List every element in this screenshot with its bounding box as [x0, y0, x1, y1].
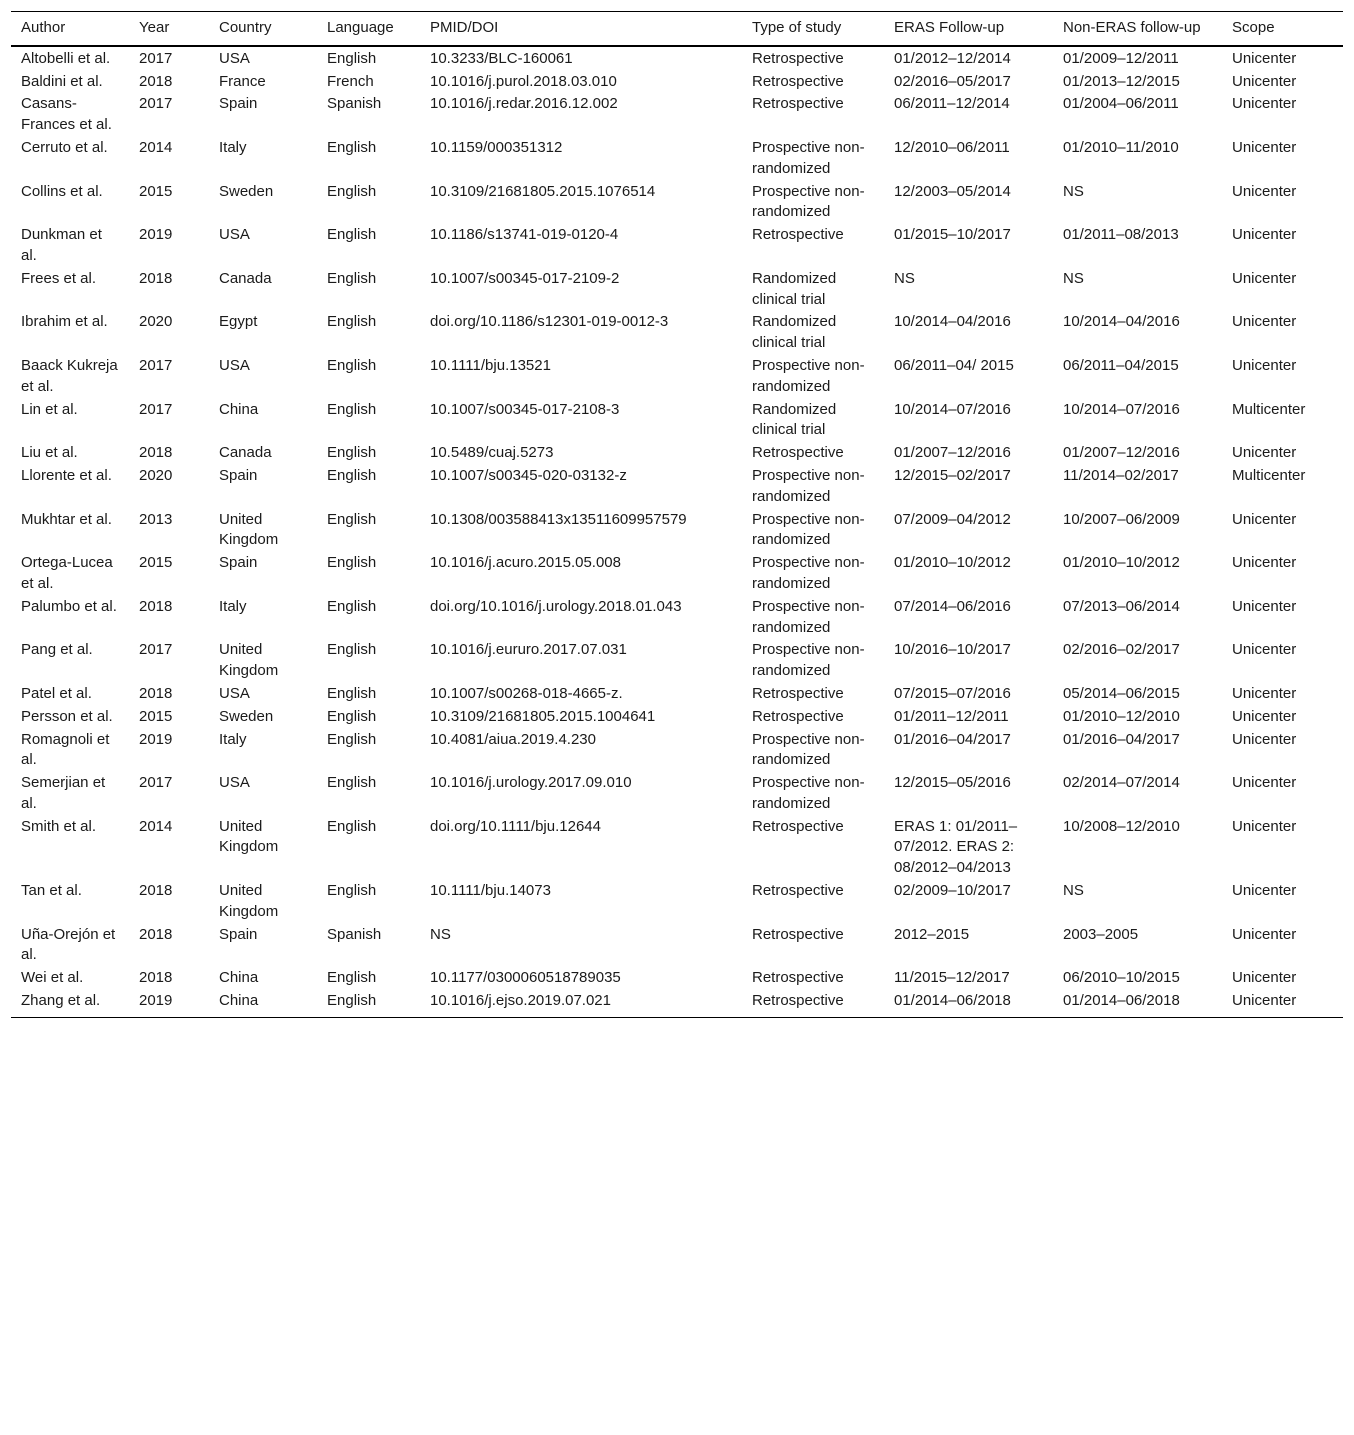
cell-non-eras-follow-up: 01/2014–06/2018 — [1063, 992, 1180, 1010]
cell-pmid-doi: doi.org/10.1016/j.urology.2018.01.043 — [430, 597, 682, 615]
cell-pmid-doi: 10.1016/j.urology.2017.09.010 — [430, 774, 632, 792]
cell-scope: Unicenter — [1232, 138, 1297, 156]
cell-author: Semerjian et al. — [21, 774, 106, 812]
cell-pmid-doi: 10.4081/aiua.2019.4.230 — [430, 730, 596, 748]
cell-author: Pang et al. — [21, 641, 93, 659]
cell-pmid-doi: 10.1007/s00345-020-03132-z — [430, 466, 627, 484]
cell-study-type: Retrospective — [752, 925, 844, 943]
cell-study-type: Prospective non-randomized — [752, 510, 865, 549]
cell-non-eras-follow-up: 06/2011–04/2015 — [1063, 356, 1179, 374]
cell-eras-follow-up: 11/2015–12/2017 — [894, 969, 1010, 987]
cell-country: Spain — [219, 466, 258, 484]
cell-author: Ortega-Lucea et al. — [21, 554, 113, 592]
cell-country: China — [219, 992, 259, 1010]
cell-study-type: Prospective non-randomized — [752, 774, 865, 812]
cell-author: Casans-Frances et al. — [21, 95, 112, 134]
cell-year: 2017 — [139, 641, 173, 659]
table-row — [11, 706, 1343, 729]
cell-year: 2017 — [139, 774, 173, 792]
cell-scope: Unicenter — [1232, 72, 1297, 90]
cell-non-eras-follow-up: 01/2009–12/2011 — [1063, 49, 1179, 67]
table-row — [11, 990, 1343, 1017]
cell-country: United Kingdom — [219, 510, 279, 549]
cell-pmid-doi: 10.1111/bju.14073 — [430, 882, 551, 900]
cell-scope: Unicenter — [1232, 774, 1297, 792]
cell-year: 2015 — [139, 707, 173, 725]
cell-non-eras-follow-up: 10/2014–07/2016 — [1063, 400, 1180, 418]
cell-non-eras-follow-up: 01/2016–04/2017 — [1063, 730, 1180, 748]
cell-scope: Multicenter — [1232, 466, 1306, 484]
cell-scope: Multicenter — [1232, 400, 1306, 418]
table-row — [11, 71, 1343, 94]
cell-pmid-doi: 10.5489/cuaj.5273 — [430, 444, 554, 462]
cell-eras-follow-up: ERAS 1: 01/2011–07/2012. ERAS 2: 08/2012–04/2013 — [894, 817, 1018, 877]
table-row — [11, 268, 1343, 312]
cell-author: Llorente et al. — [21, 466, 112, 484]
cell-language: English — [327, 138, 377, 156]
cell-pmid-doi: 10.3109/21681805.2015.1076514 — [430, 182, 656, 200]
cell-year: 2017 — [139, 356, 173, 374]
cell-language: English — [327, 882, 377, 900]
cell-language: English — [327, 730, 377, 748]
cell-country: France — [219, 72, 266, 90]
cell-country: China — [219, 969, 259, 987]
cell-language: English — [327, 707, 377, 725]
cell-author: Ibrahim et al. — [21, 313, 108, 331]
cell-eras-follow-up: 12/2015–02/2017 — [894, 466, 1011, 484]
cell-study-type: Retrospective — [752, 882, 844, 900]
cell-pmid-doi: doi.org/10.1111/bju.12644 — [430, 817, 601, 835]
cell-year: 2017 — [139, 95, 173, 113]
studies-table — [11, 11, 1343, 1018]
cell-author: Patel et al. — [21, 684, 92, 702]
cell-non-eras-follow-up: 02/2016–02/2017 — [1063, 641, 1180, 659]
cell-author: Baldini et al. — [21, 72, 103, 90]
cell-pmid-doi: doi.org/10.1186/s12301-019-0012-3 — [430, 313, 669, 331]
cell-eras-follow-up: 06/2011–04/ 2015 — [894, 356, 1014, 374]
cell-year: 2018 — [139, 969, 173, 987]
cell-non-eras-follow-up: 01/2010–11/2010 — [1063, 138, 1179, 156]
cell-language: English — [327, 817, 377, 835]
table-row — [11, 596, 1343, 640]
cell-study-type: Retrospective — [752, 49, 844, 67]
cell-scope: Unicenter — [1232, 969, 1297, 987]
cell-country: USA — [219, 226, 250, 244]
cell-study-type: Prospective non-randomized — [752, 641, 865, 680]
cell-language: English — [327, 313, 377, 331]
cell-country: Spain — [219, 925, 258, 943]
cell-eras-follow-up: 01/2015–10/2017 — [894, 226, 1011, 244]
cell-non-eras-follow-up: 01/2010–12/2010 — [1063, 707, 1180, 725]
cell-study-type: Randomized clinical trial — [752, 313, 837, 352]
table-row — [11, 399, 1343, 443]
cell-language: English — [327, 597, 377, 615]
cell-year: 2015 — [139, 554, 173, 572]
cell-year: 2018 — [139, 269, 173, 287]
cell-language: English — [327, 269, 377, 287]
cell-scope: Unicenter — [1232, 684, 1297, 702]
cell-author: Uña-Orejón et al. — [21, 925, 116, 964]
table-row — [11, 355, 1343, 399]
column-header-year: Year — [139, 19, 170, 36]
cell-non-eras-follow-up: 11/2014–02/2017 — [1063, 466, 1179, 484]
cell-year: 2018 — [139, 597, 173, 615]
cell-non-eras-follow-up: NS — [1063, 269, 1084, 287]
cell-year: 2019 — [139, 992, 173, 1010]
table-row — [11, 181, 1343, 225]
cell-language: English — [327, 992, 377, 1010]
cell-language: English — [327, 444, 377, 462]
header-row — [11, 12, 1343, 46]
cell-language: English — [327, 554, 377, 572]
column-header-non-eras-follow-up: Non-ERAS follow-up — [1063, 19, 1201, 36]
cell-year: 2020 — [139, 466, 173, 484]
cell-non-eras-follow-up: 01/2007–12/2016 — [1063, 444, 1180, 462]
column-header-eras-follow-up: ERAS Follow-up — [894, 19, 1005, 36]
cell-eras-follow-up: 10/2014–04/2016 — [894, 313, 1011, 331]
cell-language: English — [327, 49, 377, 67]
cell-scope: Unicenter — [1232, 554, 1297, 572]
cell-study-type: Randomized clinical trial — [752, 269, 837, 308]
cell-scope: Unicenter — [1232, 313, 1297, 331]
cell-pmid-doi: 10.1016/j.acuro.2015.05.008 — [430, 554, 621, 572]
column-header-language: Language — [327, 19, 394, 36]
cell-author: Wei et al. — [21, 969, 84, 987]
cell-pmid-doi: 10.1007/s00268-018-4665-z. — [430, 684, 623, 702]
cell-non-eras-follow-up: 2003–2005 — [1063, 925, 1139, 943]
cell-author: Persson et al. — [21, 707, 113, 725]
cell-pmid-doi: 10.1308/003588413x13511609957579 — [430, 510, 687, 528]
table-row — [11, 93, 1343, 137]
cell-eras-follow-up: 01/2007–12/2016 — [894, 444, 1011, 462]
cell-pmid-doi: 10.3109/21681805.2015.1004641 — [430, 707, 656, 725]
cell-eras-follow-up: 01/2016–04/2017 — [894, 730, 1011, 748]
cell-year: 2015 — [139, 182, 173, 200]
cell-author: Altobelli et al. — [21, 49, 111, 67]
cell-scope: Unicenter — [1232, 226, 1297, 244]
cell-eras-follow-up: 01/2014–06/2018 — [894, 992, 1011, 1010]
cell-study-type: Retrospective — [752, 817, 844, 835]
cell-language: English — [327, 684, 377, 702]
cell-author: Liu et al. — [21, 444, 78, 462]
cell-language: English — [327, 510, 377, 528]
column-header-author: Author — [21, 19, 66, 36]
cell-pmid-doi: 10.1016/j.redar.2016.12.002 — [430, 95, 618, 113]
cell-author: Tan et al. — [21, 882, 82, 900]
table-row — [11, 46, 1343, 71]
cell-non-eras-follow-up: NS — [1063, 182, 1084, 200]
table-row — [11, 311, 1343, 355]
table-row — [11, 442, 1343, 465]
cell-author: Collins et al. — [21, 182, 103, 200]
cell-country: United Kingdom — [219, 882, 279, 920]
cell-language: French — [327, 72, 374, 90]
cell-scope: Unicenter — [1232, 356, 1297, 374]
table-row — [11, 729, 1343, 773]
cell-language: English — [327, 182, 377, 200]
cell-language: English — [327, 969, 377, 987]
cell-study-type: Randomized clinical trial — [752, 400, 837, 439]
cell-country: Egypt — [219, 313, 258, 331]
cell-non-eras-follow-up: 07/2013–06/2014 — [1063, 597, 1180, 615]
cell-year: 2018 — [139, 925, 173, 943]
cell-author: Baack Kukreja et al. — [21, 356, 118, 395]
cell-pmid-doi: 10.1016/j.purol.2018.03.010 — [430, 72, 617, 90]
cell-eras-follow-up: 12/2015–05/2016 — [894, 774, 1011, 792]
table-row — [11, 224, 1343, 268]
cell-pmid-doi: 10.1007/s00345-017-2108-3 — [430, 400, 620, 418]
cell-author: Palumbo et al. — [21, 597, 117, 615]
cell-author: Cerruto et al. — [21, 138, 108, 156]
column-header-study-type: Type of study — [752, 19, 842, 36]
cell-scope: Unicenter — [1232, 641, 1297, 659]
cell-language: English — [327, 641, 377, 659]
cell-study-type: Prospective non-randomized — [752, 554, 865, 592]
column-header-country: Country — [219, 19, 272, 36]
table-row — [11, 639, 1343, 683]
cell-country: USA — [219, 356, 250, 374]
cell-eras-follow-up: 01/2012–12/2014 — [894, 49, 1011, 67]
cell-pmid-doi: 10.1186/s13741-019-0120-4 — [430, 226, 619, 244]
cell-country: United Kingdom — [219, 817, 279, 856]
cell-non-eras-follow-up: 01/2004–06/2011 — [1063, 95, 1179, 113]
cell-pmid-doi: 10.1177/0300060518789035 — [430, 969, 621, 987]
cell-study-type: Retrospective — [752, 226, 844, 244]
cell-study-type: Retrospective — [752, 684, 844, 702]
cell-year: 2013 — [139, 510, 173, 528]
cell-eras-follow-up: 12/2003–05/2014 — [894, 182, 1011, 200]
cell-year: 2017 — [139, 400, 173, 418]
cell-country: Canada — [219, 444, 272, 462]
table-row — [11, 552, 1343, 596]
cell-language: English — [327, 400, 377, 418]
cell-year: 2020 — [139, 313, 173, 331]
cell-eras-follow-up: 06/2011–12/2014 — [894, 95, 1010, 113]
cell-non-eras-follow-up: 01/2010–10/2012 — [1063, 554, 1180, 572]
cell-year: 2019 — [139, 226, 173, 244]
cell-study-type: Prospective non-randomized — [752, 730, 865, 769]
cell-non-eras-follow-up: 10/2007–06/2009 — [1063, 510, 1180, 528]
cell-country: Sweden — [219, 182, 274, 200]
cell-year: 2019 — [139, 730, 173, 748]
cell-study-type: Prospective non-randomized — [752, 597, 865, 636]
cell-study-type: Retrospective — [752, 72, 844, 90]
cell-year: 2018 — [139, 444, 173, 462]
cell-pmid-doi: NS — [430, 925, 451, 943]
cell-eras-follow-up: 02/2016–05/2017 — [894, 72, 1011, 90]
cell-eras-follow-up: 2012–2015 — [894, 925, 970, 943]
table-row — [11, 137, 1343, 181]
cell-scope: Unicenter — [1232, 182, 1297, 200]
cell-year: 2017 — [139, 49, 173, 67]
table-row — [11, 924, 1343, 968]
cell-year: 2014 — [139, 138, 173, 156]
cell-country: United Kingdom — [219, 641, 279, 680]
cell-year: 2018 — [139, 882, 173, 900]
cell-country: USA — [219, 684, 250, 702]
cell-pmid-doi: 10.3233/BLC-160061 — [430, 49, 573, 67]
cell-scope: Unicenter — [1232, 597, 1297, 615]
cell-author: Lin et al. — [21, 400, 78, 418]
cell-non-eras-follow-up: 01/2011–08/2013 — [1063, 226, 1179, 244]
cell-language: English — [327, 356, 377, 374]
cell-scope: Unicenter — [1232, 95, 1297, 113]
cell-author: Zhang et al. — [21, 992, 101, 1010]
cell-non-eras-follow-up: 06/2010–10/2015 — [1063, 969, 1180, 987]
table-row — [11, 880, 1343, 924]
cell-country: Canada — [219, 269, 272, 287]
cell-language: English — [327, 226, 377, 244]
table-row — [11, 967, 1343, 990]
cell-country: China — [219, 400, 259, 418]
cell-year: 2018 — [139, 684, 173, 702]
cell-scope: Unicenter — [1232, 49, 1297, 67]
cell-scope: Unicenter — [1232, 444, 1297, 462]
cell-author: Romagnoli et al. — [21, 730, 110, 769]
cell-scope: Unicenter — [1232, 510, 1297, 528]
cell-author: Smith et al. — [21, 817, 97, 835]
cell-scope: Unicenter — [1232, 269, 1297, 287]
cell-eras-follow-up: 01/2011–12/2011 — [894, 707, 1009, 725]
cell-study-type: Retrospective — [752, 969, 844, 987]
cell-study-type: Retrospective — [752, 707, 844, 725]
table-row — [11, 509, 1343, 553]
cell-country: Sweden — [219, 707, 274, 725]
cell-pmid-doi: 10.1159/000351312 — [430, 138, 563, 156]
table-row — [11, 683, 1343, 706]
cell-non-eras-follow-up: 02/2014–07/2014 — [1063, 774, 1180, 792]
cell-scope: Unicenter — [1232, 925, 1297, 943]
table-body — [11, 46, 1343, 1018]
cell-year: 2018 — [139, 72, 173, 90]
cell-pmid-doi: 10.1016/j.eururo.2017.07.031 — [430, 641, 627, 659]
cell-non-eras-follow-up: NS — [1063, 882, 1084, 900]
cell-language: English — [327, 774, 377, 792]
cell-author: Dunkman et al. — [21, 226, 102, 264]
cell-eras-follow-up: NS — [894, 269, 915, 287]
cell-scope: Unicenter — [1232, 730, 1297, 748]
cell-eras-follow-up: 10/2014–07/2016 — [894, 400, 1011, 418]
cell-non-eras-follow-up: 10/2008–12/2010 — [1063, 817, 1180, 835]
cell-eras-follow-up: 07/2014–06/2016 — [894, 597, 1011, 615]
cell-country: Spain — [219, 95, 258, 113]
column-header-scope: Scope — [1232, 19, 1275, 36]
cell-language: English — [327, 466, 377, 484]
cell-eras-follow-up: 02/2009–10/2017 — [894, 882, 1011, 900]
cell-study-type: Prospective non-randomized — [752, 466, 865, 505]
cell-eras-follow-up: 10/2016–10/2017 — [894, 641, 1011, 659]
cell-eras-follow-up: 12/2010–06/2011 — [894, 138, 1010, 156]
table-row — [11, 465, 1343, 509]
cell-country: Italy — [219, 138, 247, 156]
table-row — [11, 816, 1343, 880]
cell-author: Frees et al. — [21, 269, 97, 287]
cell-study-type: Retrospective — [752, 992, 844, 1010]
cell-study-type: Retrospective — [752, 444, 844, 462]
cell-pmid-doi: 10.1111/bju.13521 — [430, 356, 551, 374]
cell-country: Spain — [219, 554, 258, 572]
cell-year: 2014 — [139, 817, 173, 835]
cell-scope: Unicenter — [1232, 707, 1297, 725]
cell-non-eras-follow-up: 10/2014–04/2016 — [1063, 313, 1180, 331]
cell-scope: Unicenter — [1232, 992, 1297, 1010]
column-header-pmid-doi: PMID/DOI — [430, 19, 499, 36]
cell-study-type: Retrospective — [752, 95, 844, 113]
cell-study-type: Prospective non-randomized — [752, 182, 865, 221]
cell-non-eras-follow-up: 05/2014–06/2015 — [1063, 684, 1180, 702]
cell-pmid-doi: 10.1007/s00345-017-2109-2 — [430, 269, 620, 287]
table-header — [11, 12, 1343, 46]
cell-study-type: Prospective non-randomized — [752, 356, 865, 395]
table-row — [11, 772, 1343, 816]
studies-table-container — [11, 11, 1343, 1018]
cell-eras-follow-up: 01/2010–10/2012 — [894, 554, 1011, 572]
cell-eras-follow-up: 07/2009–04/2012 — [894, 510, 1011, 528]
cell-country: USA — [219, 49, 250, 67]
cell-country: Italy — [219, 730, 247, 748]
cell-scope: Unicenter — [1232, 882, 1297, 900]
cell-author: Mukhtar et al. — [21, 510, 112, 528]
cell-language: Spanish — [327, 95, 382, 113]
cell-scope: Unicenter — [1232, 817, 1297, 835]
cell-country: USA — [219, 774, 250, 792]
cell-study-type: Prospective non-randomized — [752, 138, 865, 177]
cell-pmid-doi: 10.1016/j.ejso.2019.07.021 — [430, 992, 611, 1010]
cell-language: Spanish — [327, 925, 382, 943]
cell-country: Italy — [219, 597, 247, 615]
cell-eras-follow-up: 07/2015–07/2016 — [894, 684, 1011, 702]
cell-non-eras-follow-up: 01/2013–12/2015 — [1063, 72, 1180, 90]
